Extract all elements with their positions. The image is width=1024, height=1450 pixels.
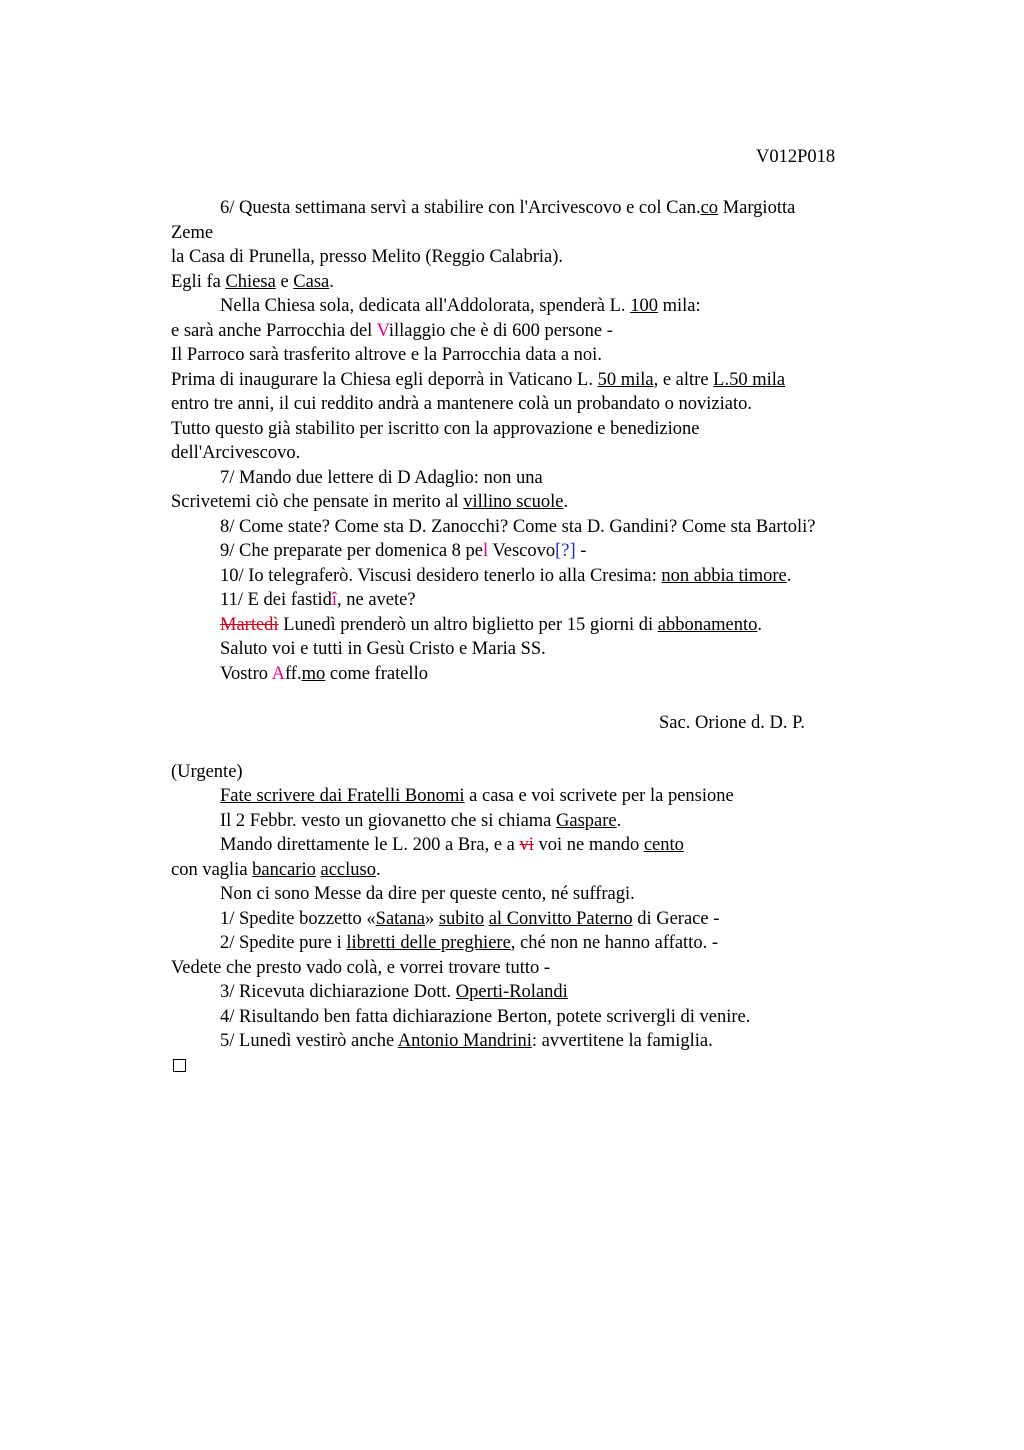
struck-text: Martedì [220, 614, 279, 635]
underlined-text: Satana [375, 908, 425, 929]
text-run: Vescovo [488, 541, 556, 561]
text-run: 2/ Spedite pure i [220, 933, 347, 953]
blank-line [171, 686, 931, 711]
text-run: Vedete che presto vado colà, e vorrei trovare tutto - [171, 957, 551, 978]
text-run: e sarà anche Parrocchia del [171, 320, 377, 341]
underlined-text: accluso [320, 859, 376, 880]
text-run: 8/ Come state? Come sta D. Zanocchi? Come sta D. Gandini? Come sta Bartoli? [220, 516, 816, 537]
text-run: Nella Chiesa sola, dedicata all'Addolorata, spenderà L. [220, 296, 631, 316]
signature [171, 711, 931, 736]
underlined-text: cento [643, 835, 684, 855]
text-line [171, 613, 931, 638]
text-line [171, 882, 931, 907]
underlined-text: L.50 mila [713, 369, 786, 390]
text-run: Il 2 Febbr. vesto un giovanetto che si chiama [220, 810, 557, 831]
text-run: . [786, 565, 792, 586]
underlined-text: 100 [630, 296, 658, 316]
text-run: (Urgente) [171, 761, 243, 782]
text-line [171, 368, 931, 393]
text-run: Non ci sono Messe da dire per queste cento, né suffragi. [220, 884, 635, 904]
letter-body [171, 196, 931, 1078]
underlined-text: 50 mila [597, 369, 654, 390]
text-run: : avvertitene la famiglia. [531, 1031, 713, 1051]
underlined-text: Casa [293, 271, 330, 292]
text-run: Egli fa [171, 271, 226, 292]
text-run: Tutto questo già stabilito per iscritto con la approvazione e benedizione [171, 418, 700, 439]
text-run: Il Parroco sarà trasferito altrove e la Parrocchia data a noi. [171, 345, 602, 365]
text-run: voi ne mando [533, 835, 644, 855]
text-run: 5/ Lunedì vestirò anche [220, 1031, 398, 1051]
text-line [171, 980, 931, 1005]
underlined-text: abbonamento [657, 614, 758, 635]
text-line [171, 809, 931, 834]
text-line [171, 294, 931, 319]
text-run: 9/ Che preparate per domenica 8 pe [220, 541, 483, 561]
text-run: 11/ E dei fastid [220, 590, 332, 610]
text-run: dell'Arcivescovo. [171, 443, 301, 463]
text-line [171, 343, 931, 368]
magenta-text: V [376, 320, 389, 341]
text-run: Zeme [171, 222, 214, 243]
text-line [171, 637, 931, 662]
text-run: . [329, 271, 334, 292]
underlined-text: co [700, 198, 719, 218]
text-run: mila: [657, 296, 701, 316]
underlined-text: Antonio Mandrini [397, 1031, 532, 1051]
blue-editorial-mark: [?] [555, 541, 576, 561]
text-run: Saluto voi e tutti in Gesù Cristo e Maria SS. [220, 639, 546, 659]
text-run: . [563, 492, 569, 512]
text-run: 3/ Ricevuta dichiarazione Dott. [220, 982, 456, 1002]
text-run: Prima di inaugurare la Chiesa egli deporrà in Vaticano L. [171, 369, 598, 390]
magenta-text: A [271, 663, 285, 684]
text-line [171, 270, 931, 295]
text-run: 7/ Mando due lettere di D Adaglio: non una [220, 467, 543, 488]
underlined-text: mo [301, 663, 326, 684]
text-line [171, 245, 931, 270]
text-run: con vaglia [171, 859, 253, 880]
text-run: , e altre [653, 369, 714, 390]
page-id: V012P018 [756, 147, 836, 167]
underlined-text: bancario [252, 859, 316, 880]
text-line [171, 319, 931, 344]
text-run: Mando direttamente le L. 200 a Bra, e a [220, 835, 520, 855]
underlined-text: Fate scrivere dai Fratelli Bonomi [220, 786, 465, 806]
end-square-icon [173, 1059, 186, 1072]
text-line [171, 1005, 931, 1030]
text-line [171, 662, 931, 687]
text-line [171, 588, 931, 613]
struck-text: vi [519, 835, 534, 855]
text-line [171, 858, 931, 883]
text-line [171, 784, 931, 809]
text-line [171, 907, 931, 932]
text-line [171, 392, 931, 417]
text-run: Lunedì prenderò un altro biglietto per 15 giorni di [278, 614, 658, 635]
text-run: » [424, 908, 439, 929]
underlined-text: villino scuole [463, 492, 564, 512]
text-line [171, 1029, 931, 1054]
text-run: la Casa di Prunella, presso Melito (Reggio Calabria). [171, 247, 564, 267]
underlined-text: Chiesa [225, 271, 276, 292]
underlined-text: Operti-Rolandi [455, 982, 568, 1002]
text-run: , ne avete? [336, 590, 416, 610]
underlined-text: non abbia timore [661, 565, 787, 586]
text-run: - [575, 541, 587, 561]
text-run: 10/ Io telegraferò. Viscusi desidero tenerlo io alla Cresima: [220, 565, 662, 586]
end-mark-line [171, 1054, 931, 1079]
text-line [171, 515, 931, 540]
text-run: Margiotta [718, 198, 796, 218]
text-line [171, 539, 931, 564]
text-run: illaggio che è di 600 persone - [388, 320, 613, 341]
text-line [171, 441, 931, 466]
text-run: Scrivetemi ciò che pensate in merito al [171, 492, 464, 512]
underlined-text: subito [438, 908, 485, 929]
text-run: entro tre anni, il cui reddito andrà a mantenere colà un probandato o noviziato. [171, 394, 752, 414]
blank-line [171, 735, 931, 760]
text-line [171, 466, 931, 491]
underlined-text: libretti delle preghiere [346, 933, 511, 953]
underlined-text: al Convitto Paterno [488, 908, 633, 929]
text-line [171, 833, 931, 858]
text-run: Vostro [220, 663, 272, 684]
text-run: di Gerace - [632, 908, 720, 929]
text-line [171, 417, 931, 442]
text-run: e [275, 271, 294, 292]
text-line [171, 564, 931, 589]
text-run: 4/ Risultando ben fatta dichiarazione Berton, potete scrivergli di venire. [220, 1006, 751, 1027]
magenta-text: l [483, 541, 489, 561]
text-line [171, 956, 931, 981]
text-run: Sac. Orione d. D. P. [659, 712, 805, 733]
text-line [171, 931, 931, 956]
magenta-text: î [331, 590, 337, 610]
underlined-text: Gaspare [556, 810, 617, 831]
text-run: come fratello [325, 663, 428, 684]
text-run: a casa e voi scrivete per la pensione [464, 786, 734, 806]
text-line [171, 490, 931, 515]
text-run: 6/ Questa settimana servì a stabilire con l'Arcivescovo e col Can. [220, 198, 701, 218]
text-run: , ché non ne hanno affatto. - [510, 933, 718, 953]
text-run: . [375, 859, 381, 880]
text-line [171, 196, 931, 221]
text-run: . [757, 614, 763, 635]
text-run: . [616, 810, 622, 831]
text-run: 1/ Spedite bozzetto « [220, 908, 376, 929]
text-line [171, 760, 931, 785]
text-line [171, 221, 931, 246]
text-run: ff. [284, 663, 302, 684]
